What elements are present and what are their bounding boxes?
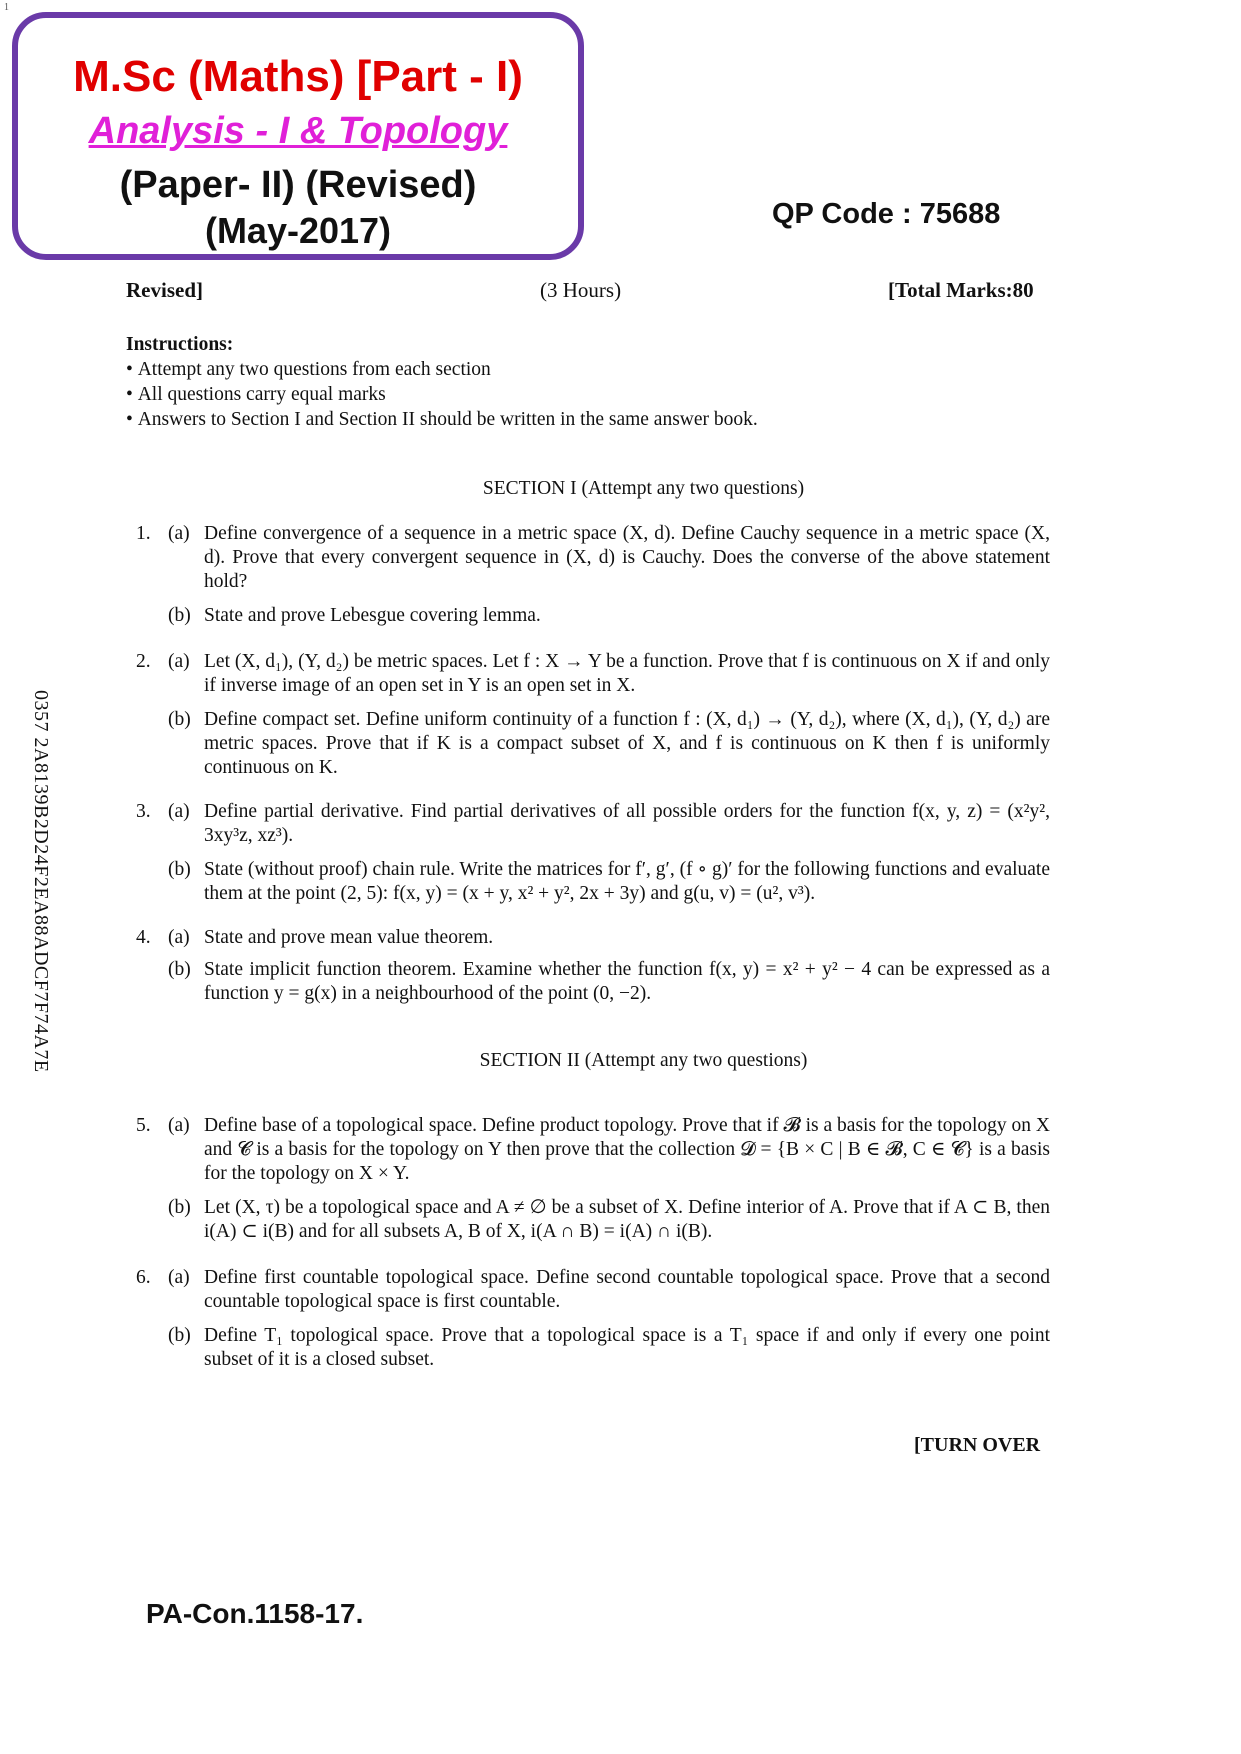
part-text: Define compact set. Define uniform continuity of a function f : (X, d₁) → (Y, d₂), where (X, d₁), (Y, d₂) are metric spaces. Prove that if K is a compact subset of X, and f is continuous on K then f is uniformly continuous on K.	[204, 709, 1050, 778]
footer-code: PA-Con.1158-17.	[146, 1598, 364, 1629]
part-text: State and prove Lebesgue covering lemma.	[204, 605, 541, 626]
page-corner-mark: 1	[4, 2, 9, 13]
question-number: 4.	[136, 927, 151, 948]
instructions	[126, 332, 758, 432]
total-marks: [Total Marks:80	[888, 278, 1034, 302]
part-label: (b)	[168, 959, 191, 980]
section-2-heading: SECTION II (Attempt any two questions)	[479, 1050, 808, 1071]
course-title: M.Sc (Maths) [Part - I)	[73, 52, 523, 101]
question-part	[168, 858, 1050, 906]
part-text: State (without proof) chain rule. Write the matrices for f′, g′, (f ∘ g)′ for the following functions and evaluate them at the point (2, 5): f(x, y) = (x + y, x² + y², 2x + 3y) and g(u, v) = (u², v³).	[204, 859, 1050, 904]
part-text: Define convergence of a sequence in a metric space (X, d). Define Cauchy sequence in a metric space (X, d). Prove that every convergent sequence in (X, d) is Cauchy. Does the converse of the above statement hold?	[204, 523, 1050, 592]
question-part	[168, 800, 1050, 848]
part-text: Let (X, d₁), (Y, d₂) be metric spaces. Let f : X → Y be a function. Prove that f is continuous on X if and only if inverse image of an open set in Y is an open set in X.	[204, 651, 1050, 696]
part-text: State implicit function theorem. Examine whether the function f(x, y) = x² + y² − 4 can be expressed as a function y = g(x) in a neighbourhood of the point (0, −2).	[204, 959, 1050, 1004]
subject-title: Analysis - I & Topology	[88, 110, 508, 152]
question-part	[168, 1196, 1050, 1244]
part-label: (b)	[168, 605, 191, 626]
question-number: 5.	[136, 1115, 151, 1136]
turn-over-label: [TURN OVER	[914, 1434, 1041, 1456]
part-label: (a)	[168, 927, 190, 948]
question-part	[168, 1114, 1050, 1186]
instruction-item: • Attempt any two questions from each section	[126, 357, 758, 382]
exam-duration: (3 Hours)	[540, 278, 622, 302]
part-text: Let (X, τ) be a topological space and A ≠ ∅ be a subset of X. Define interior of A. Prove that if A ⊂ B, then i(A) ⊂ i(B) and for all subsets A, B of X, i(A ∩ B) = i(A) ∩ i(B).	[204, 1197, 1050, 1242]
question-part	[168, 1324, 1050, 1372]
part-label: (b)	[168, 859, 191, 880]
question-part	[168, 522, 1050, 594]
section-1-heading: SECTION I (Attempt any two questions)	[482, 478, 805, 499]
exam-date: (May-2017)	[204, 210, 392, 251]
part-text: State and prove mean value theorem.	[204, 927, 494, 948]
part-text: Define first countable topological space. Define second countable topological space. Prove that a second countable topological space is first countable.	[204, 1267, 1050, 1312]
part-label: (a)	[168, 1115, 190, 1136]
question-part	[168, 926, 1050, 950]
part-label: (b)	[168, 1325, 191, 1346]
part-text: Define base of a topological space. Define product topology. Prove that if 𝓑 is a basis for the topology on X and 𝓒 is a basis for the topology on Y then prove that the collection 𝓓 = {B × C | B ∈ 𝓑, C ∈ 𝓒} is a basis for the topology on X × Y.	[204, 1115, 1050, 1184]
instructions-title: Instructions:	[126, 334, 234, 355]
question-number: 1.	[136, 523, 151, 544]
part-text: Define partial derivative. Find partial derivatives of all possible orders for the function f(x, y, z) = (x²y², 3xy³z, xz³).	[204, 801, 1050, 846]
qp-code: QP Code : 75688	[772, 198, 1001, 230]
part-label: (a)	[168, 1267, 190, 1288]
question-number: 2.	[136, 651, 151, 672]
question-number: 3.	[136, 801, 151, 822]
question-part	[168, 1266, 1050, 1314]
question-part	[168, 708, 1050, 780]
side-watermark-code: 0357 2A8139B2D24F2EA88ADCF7F74A7E	[30, 690, 52, 1073]
question-part	[168, 958, 1050, 1006]
revised-label: Revised]	[126, 278, 203, 302]
part-label: (b)	[168, 709, 191, 730]
part-text: Define T₁ topological space. Prove that a topological space is a T₁ space if and only if every one point subset of it is a closed subset.	[204, 1325, 1050, 1370]
part-label: (a)	[168, 651, 190, 672]
part-label: (a)	[168, 801, 190, 822]
header-box	[12, 12, 584, 260]
part-label: (b)	[168, 1197, 191, 1218]
question-part	[168, 650, 1050, 698]
paper-label: (Paper- II) (Revised)	[119, 164, 477, 206]
part-label: (a)	[168, 523, 190, 544]
question-part	[168, 604, 1050, 628]
question-number: 6.	[136, 1267, 151, 1288]
instruction-item: • Answers to Section I and Section II should be written in the same answer book.	[126, 407, 758, 432]
instruction-item: • All questions carry equal marks	[126, 382, 758, 407]
